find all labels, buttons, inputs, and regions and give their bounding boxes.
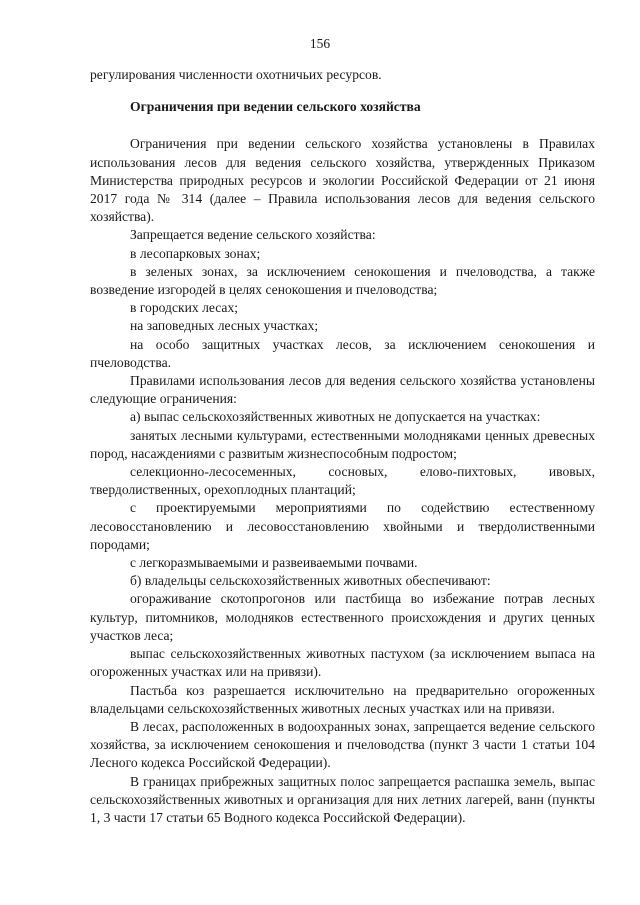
paragraph: с проектируемыми мероприятиями по содействию естественному лесовосстановлению и лесовосстановлению хвойными и твердолиственными породами; xyxy=(90,500,595,552)
document-body xyxy=(90,66,595,827)
paragraph: В лесах, расположенных в водоохранных зонах, запрещается ведение сельского хозяйства, за исключением сенокошения и пчеловодства (пункт 3 части 1 статьи 104 Лесного кодекса Российской Федерации). xyxy=(90,718,595,771)
paragraph: В границах прибрежных защитных полос запрещается распашка земель, выпас сельскохозяйственных животных и организация для них летних лагерей, ванн (пункты 1, 3 части 17 статьи 65 Водного кодекса Российской Федерации). xyxy=(90,773,595,825)
paragraph: на заповедных лесных участках; xyxy=(130,318,319,334)
paragraph: с легкоразмываемыми и развеиваемыми почвами. xyxy=(130,555,418,571)
paragraph: селекционно-лесосеменных, сосновых, елово-пихтовых, ивовых, твердолиственных, орехоплодных плантаций; xyxy=(90,464,595,498)
section-heading: Ограничения при ведении сельского хозяйства xyxy=(130,99,421,115)
paragraph: регулирования численности охотничьих ресурсов. xyxy=(90,67,382,82)
paragraph: б) владельцы сельскохозяйственных животных обеспечивают: xyxy=(130,573,491,589)
paragraph: выпас сельскохозяйственных животных пастухом (за исключением выпаса на огороженных участках или на привязи). xyxy=(90,646,595,680)
paragraph: Пастьба коз разрешается исключительно на предварительно огороженных владельцами сельскохозяйственных животных лесных участках или на привязи. xyxy=(90,682,595,716)
paragraph: в городских лесах; xyxy=(130,300,239,316)
page-number: 156 xyxy=(309,36,331,51)
paragraph: а) выпас сельскохозяйственных животных не допускается на участках: xyxy=(130,409,541,425)
paragraph: Запрещается ведение сельского хозяйства: xyxy=(130,227,376,243)
paragraph: Правилами использования лесов для ведения сельского хозяйства установлены следующие ограничения: xyxy=(90,373,595,407)
paragraph: огораживание скотопрогонов или пастбища во избежание потрав лесных культур, питомников, молодняков естественного происхождения и других ценных участков леса; xyxy=(90,591,595,643)
paragraph: в лесопарковых зонах; xyxy=(130,245,261,261)
paragraph: на особо защитных участках лесов, за исключением сенокошения и пчеловодства. xyxy=(90,336,595,370)
paragraph: Ограничения при ведении сельского хозяйства установлены в Правилах использования лесов для ведения сельского хозяйства, утвержденных Приказом Министерства природных ресурсов и экологии Российской Федерации от 21 июня 2017 года № 314 (далее – Правила использования лесов для ведения сельского хозяйства). xyxy=(90,136,595,225)
paragraph: в зеленых зонах, за исключением сенокошения и пчеловодства, а также возведение изгородей в целях сенокошения и пчеловодства; xyxy=(90,263,595,298)
paragraph: занятых лесными культурами, естественными молодняками ценных древесных пород, насаждениями с развитым жизнеспособным подростом; xyxy=(90,427,595,461)
